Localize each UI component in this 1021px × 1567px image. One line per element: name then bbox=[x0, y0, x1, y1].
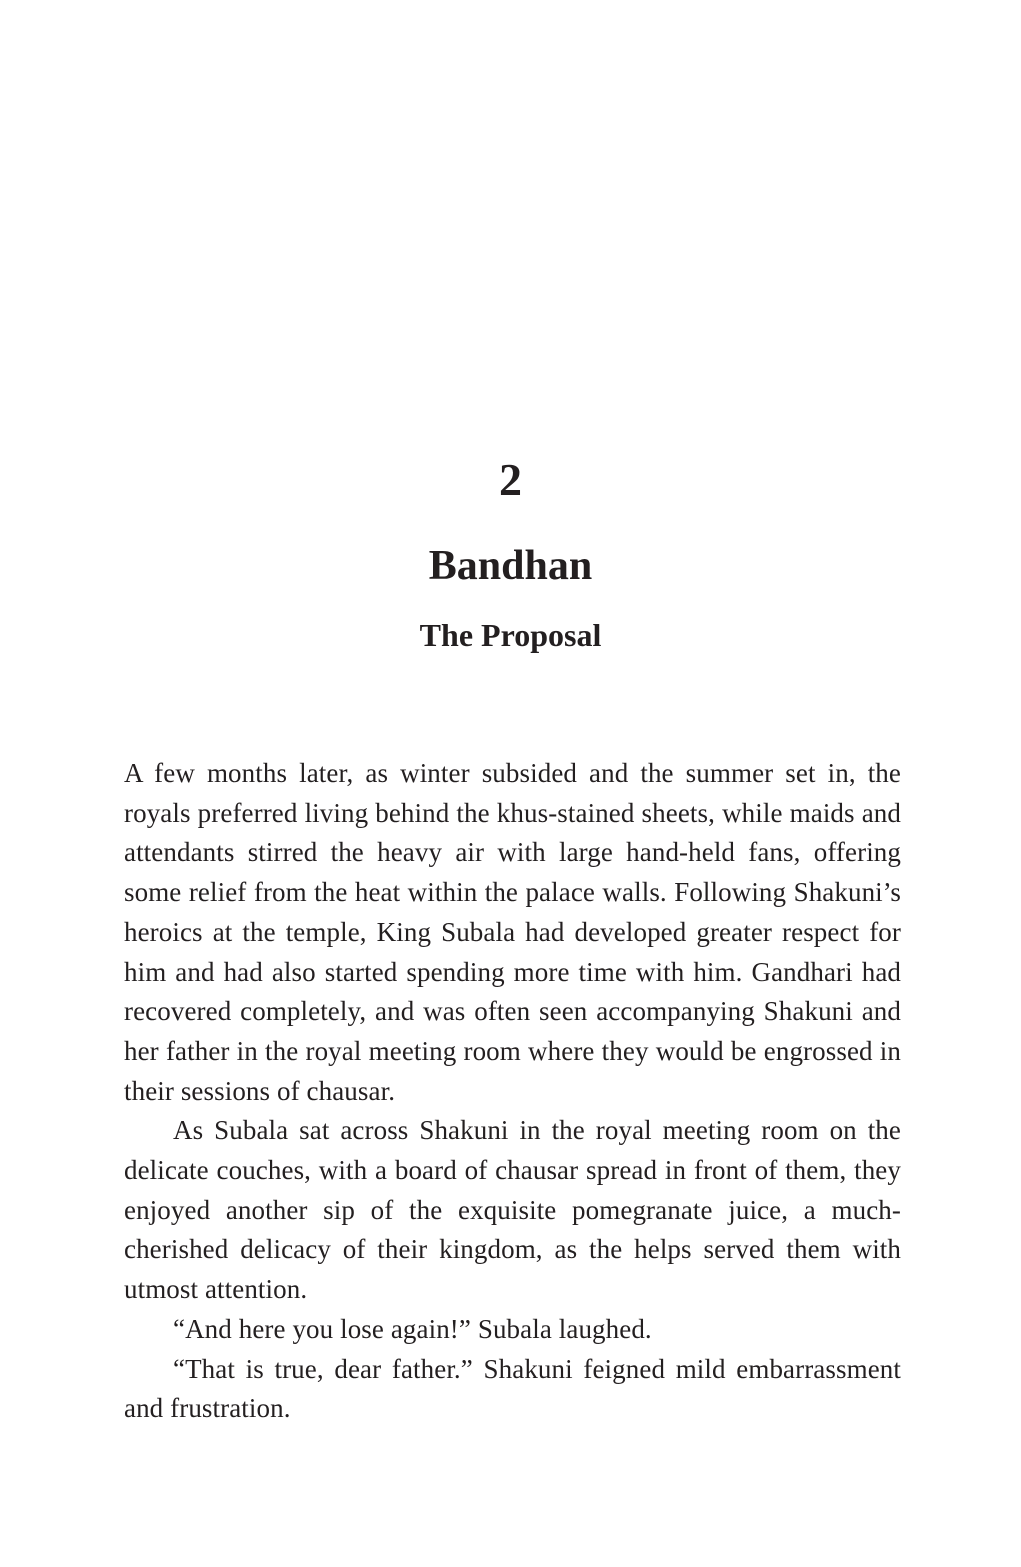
paragraph: “And here you lose again!” Subala laughed. bbox=[173, 1313, 652, 1344]
paragraph: “That is true, dear father.” Shakuni feigned mild embarrassment and frustration. bbox=[124, 1353, 901, 1424]
body-text bbox=[124, 754, 901, 1429]
chapter-subtitle: The Proposal bbox=[419, 617, 602, 653]
paragraph: As Subala sat across Shakuni in the royal meeting room on the delicate couches, with a board of chausar spread in front of them, they enjoyed another sip of the exquisite pomegranate juice, a much-cherished delicacy of their kingdom, as the helps served them with utmost attention. bbox=[124, 1115, 901, 1305]
paragraph: A few months later, as winter subsided and the summer set in, the royals preferred living behind the khus-stained sheets, while maids and attendants stirred the heavy air with large hand-held fans, offering some relief from the heat within the palace walls. Following Shakuni’s heroics at the temple, King Subala had developed greater respect for him and had also started spending more time with him. Gandhari had recovered completely, and was often seen accompanying Shakuni and her father in the royal meeting room where they would be engrossed in their sessions of chausar. bbox=[124, 758, 901, 1106]
chapter-title: Bandhan bbox=[428, 543, 593, 589]
chapter-number: 2 bbox=[499, 454, 522, 505]
